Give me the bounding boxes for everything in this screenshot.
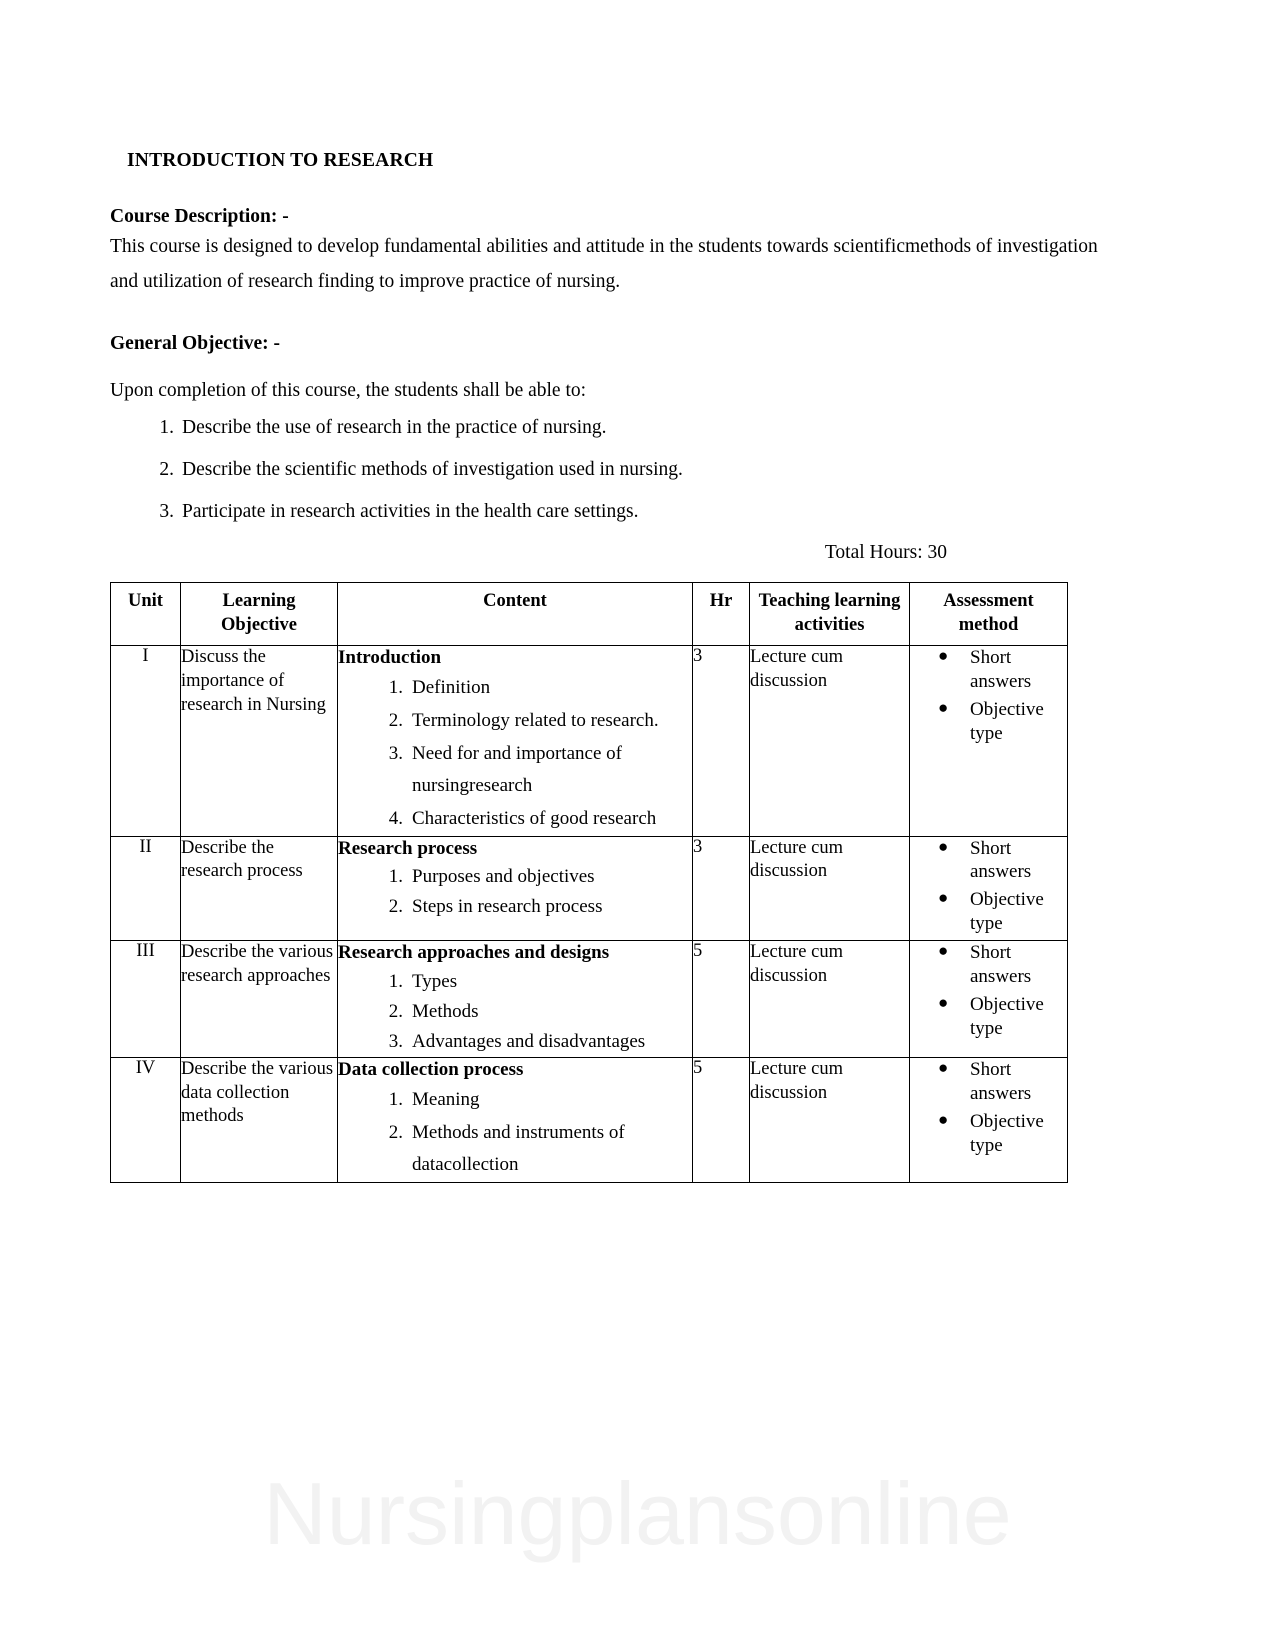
table-row [111,941,1068,1058]
list-item-label: Objective type [970,889,1044,935]
page-title: INTRODUCTION TO RESEARCH [127,150,434,171]
column-header-unit: Unit [111,582,181,646]
cell-hr: 5 [693,941,750,1058]
cell-objective: Describe the research process [181,836,338,941]
list-item-label: Steps in research process [412,896,603,918]
table-header-row [111,582,1068,646]
list-item-number: 3. [159,501,174,523]
list-item-label: Advantages and disadvantages [412,1031,646,1053]
list-item-label: Characteristics of good research [412,807,657,829]
assessment-list [910,941,1067,1041]
cell-content [338,941,693,1058]
list-item-number: 2. [388,896,403,918]
bullet-icon: ● [938,993,949,1013]
bullet-icon: ● [938,646,949,666]
list-item-label: Objective type [970,1110,1044,1156]
list-item [938,698,1067,746]
syllabus-table [110,582,1068,1183]
content-items-list [338,862,692,922]
list-item [388,1027,692,1057]
content-items-list [338,672,692,835]
cell-objective: Describe the various data collection methods [181,1058,338,1183]
assessment-list [910,1058,1067,1158]
list-item [938,1058,1067,1106]
list-item-label: Participate in research activities in the health care settings. [182,501,639,523]
assessment-list [910,837,1067,937]
list-item-number: 2. [388,1001,403,1023]
list-item-label: Objective type [970,994,1044,1040]
cell-teaching: Lecture cum discussion [750,646,910,836]
list-item-label: Terminology related to research. [412,709,659,731]
list-item-label: Short answers [970,837,1032,883]
cell-objective: Describe the various research approaches [181,941,338,1058]
list-item [388,738,692,803]
list-item-label: Types [412,971,458,993]
bullet-icon: ● [938,888,949,908]
cell-hr: 3 [693,836,750,941]
document-content [110,150,1110,1183]
total-hours-label: Total Hours: 30 [824,541,947,563]
cell-content [338,1058,693,1183]
list-item [388,705,692,738]
list-item-label: Methods [412,1001,479,1023]
cell-assessment [910,646,1068,836]
list-item-number: 2. [388,1121,403,1143]
course-description-heading: Course Description: - [110,206,289,227]
column-header-assessment: Assessment method [910,582,1068,646]
objectives-list [110,415,1110,525]
table-row [111,646,1068,836]
assessment-list [910,646,1067,746]
general-objective-lead: Upon completion of this course, the students shall be able to: [110,380,587,402]
list-item-number: 2. [159,458,174,480]
cell-content [338,836,693,941]
list-item [938,1109,1067,1158]
list-item [159,457,1110,482]
list-item [938,836,1067,885]
cell-assessment [910,941,1068,1058]
table-row [111,1058,1068,1183]
cell-assessment [910,836,1068,941]
list-item-label: Describe the scientific methods of investigation used in nursing. [182,458,683,480]
list-item-label: Short answers [970,647,1032,693]
course-description-text: This course is designed to develop fundamental abilities and attitude in the students towards scientificmethods of investigation and utilization of research finding to improve practice of nursing. [110,236,1098,292]
list-item-label: Short answers [970,942,1032,988]
list-item-label: Describe the use of research in the practice of nursing. [182,416,607,438]
cell-unit: I [111,646,181,836]
list-item-label: Short answers [970,1059,1032,1105]
list-item-label: Need for and importance of nursingresearch [412,742,622,797]
list-item [388,862,692,892]
cell-objective: Discuss the importance of research in Nursing [181,646,338,836]
column-header-hr: Hr [693,582,750,646]
list-item-number: 2. [388,709,403,731]
list-item [388,997,692,1027]
list-item-label: Objective type [970,699,1044,745]
content-heading: Research approaches and designs [338,942,610,964]
list-item-number: 1. [388,971,403,993]
general-objective-section [110,333,1110,524]
cell-teaching: Lecture cum discussion [750,1058,910,1183]
list-item-label: Meaning [412,1088,480,1110]
content-items-list [338,967,692,1057]
course-description-section [110,206,1110,299]
list-item-number: 4. [388,807,403,829]
bullet-icon: ● [938,1058,949,1078]
list-item [388,892,692,922]
list-item [388,803,692,836]
list-item [159,415,1110,440]
bullet-icon: ● [938,941,949,961]
list-item-number: 1. [159,416,174,438]
list-item-number: 1. [388,866,403,888]
list-item [388,1084,692,1117]
list-item-label: Definition [412,677,491,699]
column-header-teaching: Teaching learning activities [750,582,910,646]
cell-assessment [910,1058,1068,1183]
bullet-icon: ● [938,836,949,856]
general-objective-heading: General Objective: - [110,333,281,355]
list-item [388,1117,692,1182]
list-item [388,672,692,705]
list-item [938,646,1067,694]
content-heading: Introduction [338,647,442,669]
content-heading: Data collection process [338,1059,524,1081]
cell-teaching: Lecture cum discussion [750,941,910,1058]
content-heading: Research process [338,837,478,859]
list-item-number: 1. [388,1088,403,1110]
cell-unit: IV [111,1058,181,1183]
list-item [938,941,1067,989]
table-row [111,836,1068,941]
list-item-number: 3. [388,1031,403,1053]
cell-content [338,646,693,836]
bullet-icon: ● [938,698,949,718]
bullet-icon: ● [938,1109,949,1129]
list-item-label: Purposes and objectives [412,866,595,888]
cell-hr: 3 [693,646,750,836]
column-header-content: Content [338,582,693,646]
cell-unit: II [111,836,181,941]
list-item-number: 1. [388,677,403,699]
list-item [388,967,692,997]
list-item-number: 3. [388,742,403,764]
cell-hr: 5 [693,1058,750,1183]
list-item [159,499,1110,524]
cell-unit: III [111,941,181,1058]
list-item [938,993,1067,1041]
column-header-objective: Learning Objective [181,582,338,646]
content-items-list [338,1084,692,1182]
list-item [938,888,1067,936]
cell-teaching: Lecture cum discussion [750,836,910,941]
list-item-label: Methods and instruments of datacollection [412,1121,625,1176]
watermark-text: Nursingplansonline [263,1464,1012,1563]
